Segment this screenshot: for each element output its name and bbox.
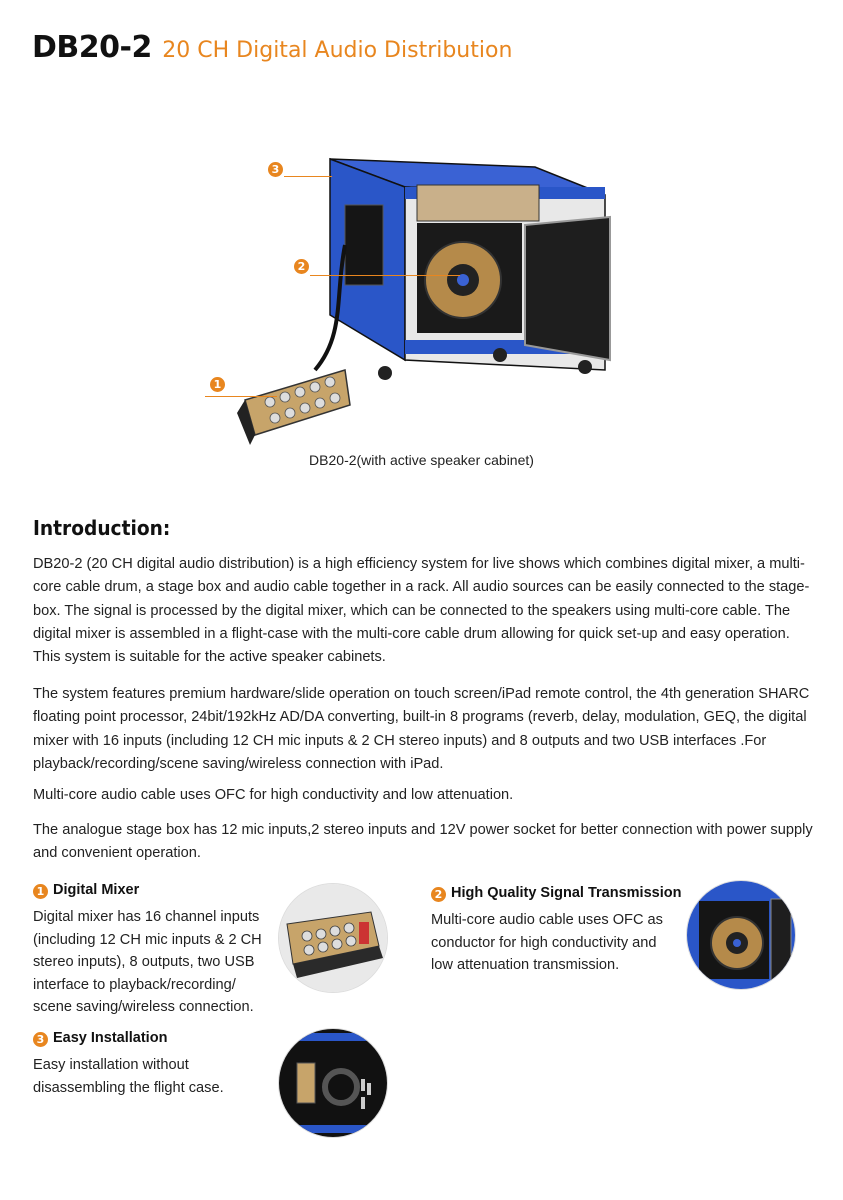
feature-heading-signal-transmission xyxy=(431,885,681,902)
photo-caption: DB20-2(with active speaker cabinet) xyxy=(309,452,534,468)
feature-text: Easy installation without disassembling the flight case. xyxy=(33,1057,224,1096)
callout-line-1 xyxy=(205,396,277,397)
feature-text: Digital mixer has 16 channel inputs (including 12 CH mic inputs & 2 CH stereo inputs), 8 outputs, two USB interface to playback/recording/ scene saving/wireless connection. xyxy=(33,909,262,1016)
feature-title: Easy Installation xyxy=(53,1030,168,1046)
digital-mixer-thumbnail xyxy=(278,883,388,993)
callout-badge-1: 1 xyxy=(210,377,225,392)
feature-title: High Quality Signal Transmission xyxy=(451,885,682,901)
feature-number-badge: 1 xyxy=(33,884,48,899)
callout-line-3 xyxy=(284,176,332,177)
intro-paragraph: The system features premium hardware/slide operation on touch screen/iPad remote control, the 4th generation SHARC floating point processor, 24bit/192kHz AD/DA converting, built-in 8 programs (reverb, delay, modulation, GEQ, the digital mixer with 16 inputs (including 12 CH mic inputs & 2 CH stereo inputs) and 8 outputs and two USB interfaces .For playback/recording/scene saving/wireless connection with iPad. xyxy=(33,686,810,772)
cable-drum-thumbnail xyxy=(686,880,796,990)
feature-text: Multi-core audio cable uses OFC as conductor for high conductivity and low attenuation transmission. xyxy=(431,912,663,974)
product-photo xyxy=(195,145,645,445)
intro-paragraph: Multi-core audio cable uses OFC for high conductivity and low attenuation. xyxy=(33,787,514,803)
page-title xyxy=(32,30,512,65)
model-name: DB20-2 xyxy=(32,30,152,65)
feature-heading-easy-installation xyxy=(33,1030,167,1047)
feature-title: Digital Mixer xyxy=(53,882,140,898)
flight-case-interior-thumbnail xyxy=(278,1028,388,1138)
feature-number-badge: 3 xyxy=(33,1032,48,1047)
intro-paragraph: The analogue stage box has 12 mic inputs,2 stereo inputs and 12V power socket for better connection with power supply and convenient operation. xyxy=(33,822,813,862)
callout-badge-3: 3 xyxy=(268,162,283,177)
product-subtitle: 20 CH Digital Audio Distribution xyxy=(162,38,513,63)
feature-heading-digital-mixer xyxy=(33,882,139,899)
intro-paragraph: DB20-2 (20 CH digital audio distribution) is a high efficiency system for live shows which combines digital mixer, a multi-core cable drum, a stage box and audio cable together in a rack. All audio sources can be easily connected to the stage-box. The signal is processed by the digital mixer, which can be connected to the speakers using multi-core cable. The digital mixer is assembled in a flight-case with the multi-core cable drum allowing for quick set-up and easy operation. This system is suitable for the active speaker cabinets. xyxy=(33,556,810,666)
introduction-heading: Introduction: xyxy=(33,516,171,540)
feature-number-badge: 2 xyxy=(431,887,446,902)
callout-line-2 xyxy=(310,275,460,276)
callout-badge-2: 2 xyxy=(294,259,309,274)
